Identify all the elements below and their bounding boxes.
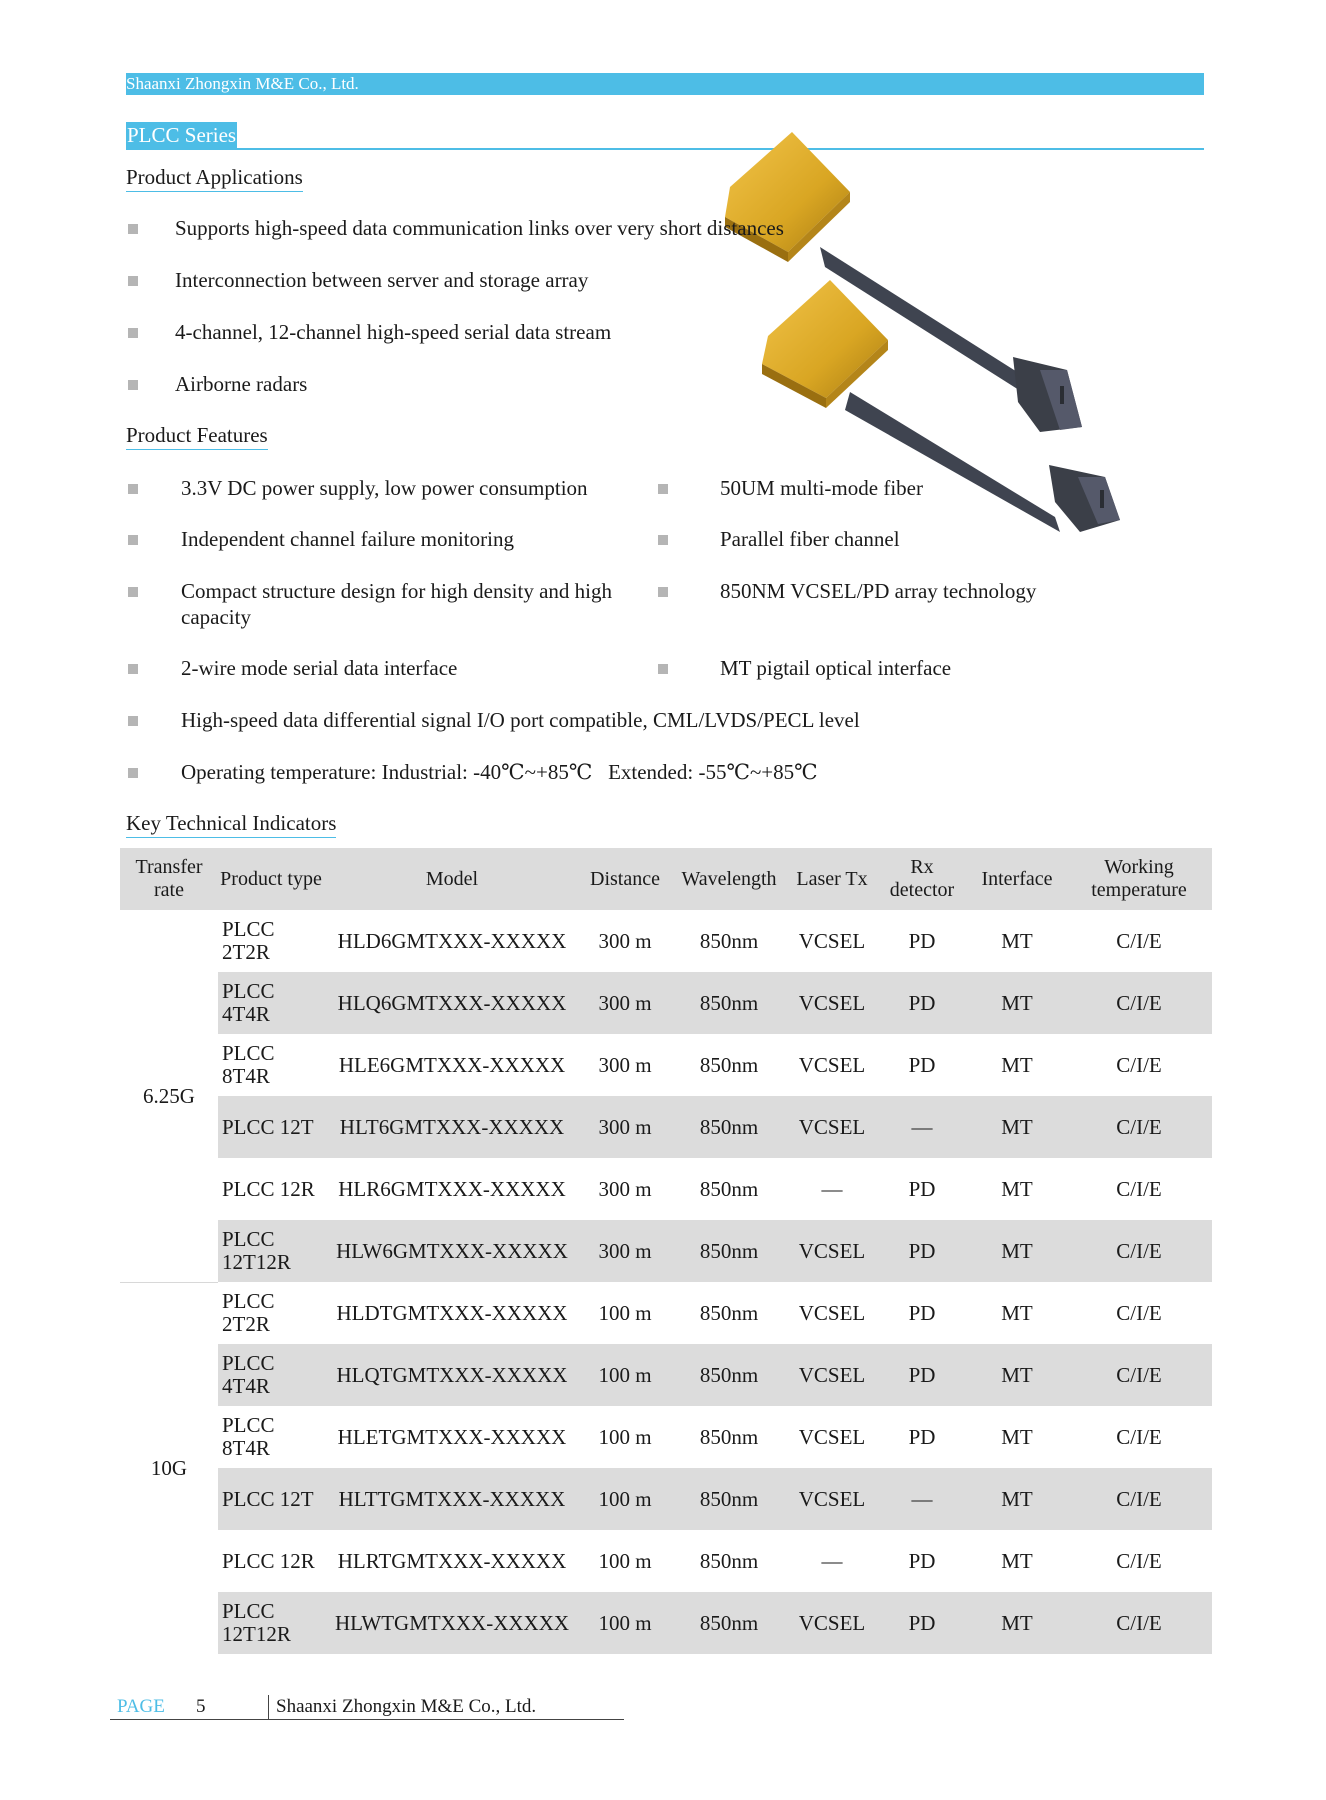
wavelength-cell: 850nm: [699, 929, 759, 953]
product-type-cell: PLCC 8T4R: [222, 1413, 275, 1460]
product-type-cell: PLCC 12T: [218, 1468, 324, 1530]
distance-cell: 300 m: [598, 1177, 652, 1201]
bullet-marker: [128, 484, 138, 494]
temp-cell: C/I/E: [1116, 1549, 1162, 1573]
temp-cell: C/I/E: [1066, 972, 1212, 1034]
product-image: [700, 112, 1220, 532]
distance-cell: 100 m: [598, 1301, 652, 1325]
bullet-marker: [658, 484, 668, 494]
header-company: Shaanxi Zhongxin M&E Co., Ltd.: [126, 74, 359, 93]
distance-cell: 100 m: [598, 1549, 652, 1573]
feature-item: Compact structure design for high density and high capacity: [181, 579, 613, 629]
wavelength-cell: 850nm: [670, 1220, 788, 1282]
table-header-row: [120, 848, 1212, 910]
indicators-heading: Key Technical Indicators: [126, 810, 336, 838]
model-cell: HLE6GMTXXX-XXXXX: [338, 1053, 566, 1077]
product-type-cell: PLCC 12R: [222, 1176, 315, 1201]
model-cell: HLTTGMTXXX-XXXXX: [324, 1468, 580, 1530]
col-header: Wavelength: [670, 848, 788, 910]
distance-cell: 100 m: [580, 1344, 670, 1406]
table-body: [120, 910, 1212, 1654]
temp-cell: C/I/E: [1116, 929, 1162, 953]
distance-cell: 100 m: [580, 1592, 670, 1654]
laser-cell: VCSEL: [788, 1344, 876, 1406]
laser-cell: VCSEL: [798, 1425, 866, 1449]
model-cell: HLW6GMTXXX-XXXXX: [324, 1220, 580, 1282]
bullet-marker: [128, 328, 138, 338]
temp-cell: C/I/E: [1066, 1592, 1212, 1654]
bullet-marker: [128, 587, 138, 597]
wavelength-cell: 850nm: [670, 1468, 788, 1530]
model-cell: HLD6GMTXXX-XXXXX: [337, 929, 567, 953]
distance-cell: 100 m: [580, 1468, 670, 1530]
laser-cell: VCSEL: [788, 1220, 876, 1282]
feature-item: MT pigtail optical interface: [720, 656, 952, 680]
bullet-marker: [128, 664, 138, 674]
laser-cell: VCSEL: [798, 1053, 866, 1077]
feature-item: High-speed data differential signal I/O port compatible, CML/LVDS/PECL level: [181, 708, 860, 732]
laser-cell: VCSEL: [798, 1301, 866, 1325]
interface-cell: MT: [1001, 1177, 1033, 1201]
col-header: Product type: [218, 848, 324, 910]
laser-cell: VCSEL: [788, 1096, 876, 1158]
bullet-marker: [128, 768, 138, 778]
model-cell: HLETGMTXXX-XXXXX: [337, 1425, 567, 1449]
laser-cell: —: [821, 1177, 843, 1201]
model-cell: HLR6GMTXXX-XXXXX: [338, 1177, 566, 1201]
bullet-marker: [128, 276, 138, 286]
distance-cell: 300 m: [580, 972, 670, 1034]
features-heading: Product Features: [126, 422, 268, 450]
interface-cell: MT: [968, 1468, 1066, 1530]
rx-cell: —: [876, 1468, 968, 1530]
footer-company: Shaanxi Zhongxin M&E Co., Ltd.: [276, 1696, 537, 1717]
wavelength-cell: 850nm: [670, 1096, 788, 1158]
col-header: Model: [324, 848, 580, 910]
feature-item: Operating temperature: Industrial: -40℃~+85℃ Extended: -55℃~+85℃: [181, 760, 818, 784]
distance-cell: 300 m: [580, 1220, 670, 1282]
application-item: Airborne radars: [175, 372, 308, 396]
application-item: 4-channel, 12-channel high-speed serial data stream: [175, 320, 612, 344]
table-row: [120, 1096, 1212, 1158]
model-cell: HLQTGMTXXX-XXXXX: [324, 1344, 580, 1406]
header-bar: [126, 73, 1204, 95]
table-row: [120, 1592, 1212, 1654]
table-row: [120, 1530, 1212, 1592]
model-cell: HLT6GMTXXX-XXXXX: [324, 1096, 580, 1158]
bullet-marker: [658, 587, 668, 597]
bullet-marker: [128, 535, 138, 545]
rx-cell: PD: [876, 1344, 968, 1406]
col-header: Distance: [580, 848, 670, 910]
temp-cell: C/I/E: [1116, 1425, 1162, 1449]
laser-cell: —: [821, 1549, 843, 1573]
table-row: [120, 910, 1212, 972]
wavelength-cell: 850nm: [670, 972, 788, 1034]
table-row: [120, 1406, 1212, 1468]
table-row: [120, 972, 1212, 1034]
wavelength-cell: 850nm: [670, 1592, 788, 1654]
product-type-cell: PLCC 12T12R: [218, 1220, 324, 1282]
laser-cell: VCSEL: [788, 972, 876, 1034]
product-type-cell: PLCC 12R: [222, 1548, 315, 1573]
rx-cell: PD: [908, 1301, 936, 1325]
footer-divider: [268, 1695, 269, 1719]
temp-cell: C/I/E: [1116, 1053, 1162, 1077]
distance-cell: 300 m: [580, 1096, 670, 1158]
rx-cell: PD: [908, 1549, 936, 1573]
wavelength-cell: 850nm: [670, 1344, 788, 1406]
application-item: Supports high-speed data communication links over very short distances: [175, 216, 784, 240]
laser-cell: VCSEL: [788, 1468, 876, 1530]
bullet-marker: [658, 535, 668, 545]
transfer-rate-cell: 6.25G: [120, 910, 218, 1282]
bullet-marker: [128, 716, 138, 726]
bullet-marker: [128, 224, 138, 234]
rx-cell: PD: [908, 1177, 936, 1201]
feature-item: 850NM VCSEL/PD array technology: [720, 579, 1037, 603]
temp-cell: C/I/E: [1066, 1096, 1212, 1158]
transfer-rate-cell: 10G: [120, 1282, 218, 1654]
col-header: Interface: [968, 848, 1066, 910]
footer-page-label: PAGE: [117, 1696, 165, 1717]
col-header: Laser Tx: [788, 848, 876, 910]
interface-cell: MT: [968, 1592, 1066, 1654]
rx-cell: PD: [876, 1592, 968, 1654]
laser-cell: VCSEL: [798, 929, 866, 953]
interface-cell: MT: [968, 1096, 1066, 1158]
interface-cell: MT: [1001, 1053, 1033, 1077]
interface-cell: MT: [1001, 1301, 1033, 1325]
table-row: [120, 1034, 1212, 1096]
product-type-cell: PLCC 4T4R: [218, 972, 324, 1034]
rx-cell: PD: [876, 1220, 968, 1282]
temp-cell: C/I/E: [1066, 1468, 1212, 1530]
distance-cell: 300 m: [598, 1053, 652, 1077]
interface-cell: MT: [968, 972, 1066, 1034]
application-item: Interconnection between server and storage array: [175, 268, 589, 292]
footer-page-number: 5: [196, 1696, 206, 1717]
model-cell: HLWTGMTXXX-XXXXX: [324, 1592, 580, 1654]
interface-cell: MT: [1001, 929, 1033, 953]
model-cell: HLQ6GMTXXX-XXXXX: [324, 972, 580, 1034]
product-type-cell: PLCC 4T4R: [218, 1344, 324, 1406]
product-type-cell: PLCC 12T: [218, 1096, 324, 1158]
col-header: Working temperature: [1066, 848, 1212, 910]
model-cell: HLDTGMTXXX-XXXXX: [336, 1301, 568, 1325]
interface-cell: MT: [968, 1220, 1066, 1282]
feature-item: 3.3V DC power supply, low power consumption: [181, 476, 588, 500]
feature-item: 2-wire mode serial data interface: [181, 656, 458, 680]
wavelength-cell: 850nm: [699, 1053, 759, 1077]
product-type-cell: PLCC 8T4R: [222, 1041, 275, 1088]
product-type-cell: PLCC 2T2R: [222, 917, 275, 964]
temp-cell: C/I/E: [1066, 1344, 1212, 1406]
temp-cell: C/I/E: [1066, 1220, 1212, 1282]
rx-cell: PD: [908, 929, 936, 953]
model-cell: HLRTGMTXXX-XXXXX: [337, 1549, 567, 1573]
table-row: [120, 1158, 1212, 1220]
distance-cell: 100 m: [598, 1425, 652, 1449]
table-row: [120, 1468, 1212, 1530]
interface-cell: MT: [968, 1344, 1066, 1406]
laser-cell: VCSEL: [788, 1592, 876, 1654]
temp-cell: C/I/E: [1116, 1301, 1162, 1325]
bullet-marker: [128, 380, 138, 390]
product-type-cell: PLCC 2T2R: [222, 1289, 275, 1336]
rx-cell: —: [876, 1096, 968, 1158]
interface-cell: MT: [1001, 1549, 1033, 1573]
series-title: PLCC Series: [127, 123, 237, 147]
rx-cell: PD: [908, 1053, 936, 1077]
feature-item: Independent channel failure monitoring: [181, 527, 514, 551]
table-row: [120, 1282, 1212, 1344]
product-type-cell: PLCC 12T12R: [218, 1592, 324, 1654]
temp-cell: C/I/E: [1116, 1177, 1162, 1201]
rx-cell: PD: [876, 972, 968, 1034]
footer-rule: [110, 1719, 624, 1720]
interface-cell: MT: [1001, 1425, 1033, 1449]
feature-item: Parallel fiber channel: [720, 527, 900, 551]
applications-heading: Product Applications: [126, 164, 303, 192]
module-upper: [725, 132, 1082, 432]
wavelength-cell: 850nm: [699, 1425, 759, 1449]
spec-table: [120, 848, 1212, 1654]
col-header: Rx detector: [876, 848, 968, 910]
rx-cell: PD: [908, 1425, 936, 1449]
distance-cell: 300 m: [598, 929, 652, 953]
table-row: [120, 1220, 1212, 1282]
wavelength-cell: 850nm: [699, 1177, 759, 1201]
table-row: [120, 1344, 1212, 1406]
col-header: Transfer rate: [120, 848, 218, 910]
bullet-marker: [658, 664, 668, 674]
wavelength-cell: 850nm: [699, 1301, 759, 1325]
wavelength-cell: 850nm: [699, 1549, 759, 1573]
feature-item: 50UM multi-mode fiber: [720, 476, 923, 500]
